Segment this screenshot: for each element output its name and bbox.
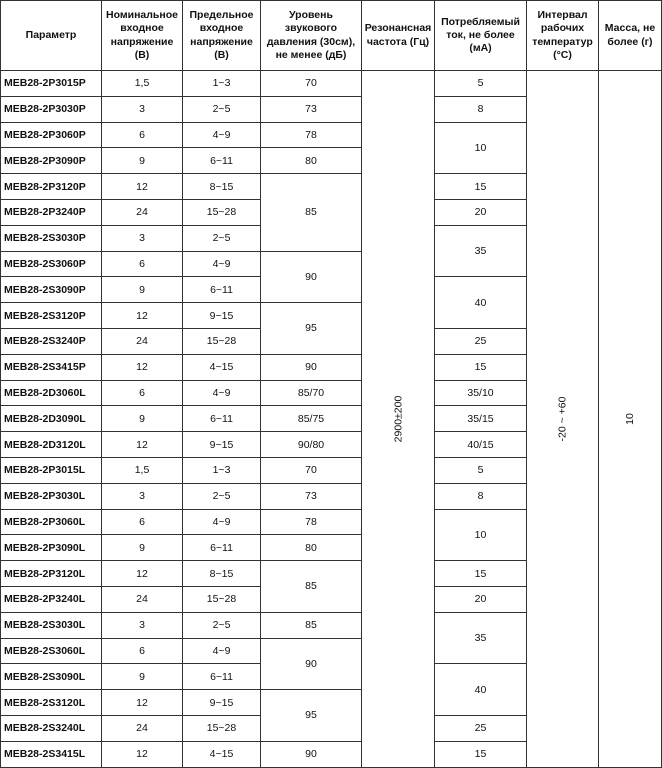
nominal-voltage-cell: 6: [102, 509, 183, 535]
model-cell: MEB28-2S3060P: [1, 251, 102, 277]
limit-voltage-cell: 2~5: [183, 612, 261, 638]
model-cell: MEB28-2P3090P: [1, 148, 102, 174]
spl-cell: 73: [261, 96, 362, 122]
model-cell: MEB28-2S3120P: [1, 303, 102, 329]
spl-cell: 90: [261, 741, 362, 767]
spl-cell: 90: [261, 251, 362, 303]
model-cell: MEB28-2P3090L: [1, 535, 102, 561]
spl-cell: 80: [261, 535, 362, 561]
nominal-voltage-cell: 12: [102, 354, 183, 380]
limit-voltage-cell: 15~28: [183, 715, 261, 741]
limit-voltage-cell: 4~9: [183, 251, 261, 277]
model-cell: MEB28-2S3415L: [1, 741, 102, 767]
nominal-voltage-cell: 12: [102, 741, 183, 767]
current-cell: 15: [435, 741, 527, 767]
limit-voltage-cell: 9~15: [183, 432, 261, 458]
spl-cell: 85: [261, 561, 362, 613]
header-temperature: Интервал рабочих температур (°C): [527, 1, 599, 71]
limit-voltage-cell: 6~11: [183, 277, 261, 303]
current-cell: 35/10: [435, 380, 527, 406]
header-nominal-voltage: Номинальное входное напряжение (В): [102, 1, 183, 71]
model-cell: MEB28-2S3030L: [1, 612, 102, 638]
nominal-voltage-cell: 9: [102, 535, 183, 561]
nominal-voltage-cell: 1,5: [102, 457, 183, 483]
current-cell: 5: [435, 457, 527, 483]
limit-voltage-cell: 4~9: [183, 638, 261, 664]
limit-voltage-cell: 15~28: [183, 199, 261, 225]
current-cell: 15: [435, 561, 527, 587]
model-cell: MEB28-2P3030P: [1, 96, 102, 122]
header-mass: Масса, не более (г): [599, 1, 662, 71]
current-cell: 20: [435, 586, 527, 612]
frequency-value: 2900±200: [391, 395, 404, 443]
nominal-voltage-cell: 9: [102, 406, 183, 432]
limit-voltage-cell: 4~9: [183, 380, 261, 406]
model-cell: MEB28-2P3030L: [1, 483, 102, 509]
nominal-voltage-cell: 3: [102, 483, 183, 509]
model-cell: MEB28-2P3060L: [1, 509, 102, 535]
spl-cell: 95: [261, 303, 362, 355]
limit-voltage-cell: 15~28: [183, 328, 261, 354]
current-cell: 35: [435, 612, 527, 664]
model-cell: MEB28-2P3120P: [1, 174, 102, 200]
model-cell: MEB28-2S3240P: [1, 328, 102, 354]
limit-voltage-cell: 15~28: [183, 586, 261, 612]
header-resonant-frequency: Резонансная частота (Гц): [362, 1, 435, 71]
limit-voltage-cell: 6~11: [183, 406, 261, 432]
spl-cell: 90: [261, 638, 362, 690]
temperature-cell: [527, 71, 599, 768]
model-cell: MEB28-2P3060P: [1, 122, 102, 148]
spl-cell: 78: [261, 122, 362, 148]
limit-voltage-cell: 4~9: [183, 122, 261, 148]
current-cell: 15: [435, 354, 527, 380]
current-cell: 25: [435, 328, 527, 354]
mass-value: 10: [624, 412, 636, 425]
limit-voltage-cell: 9~15: [183, 690, 261, 716]
nominal-voltage-cell: 12: [102, 303, 183, 329]
model-cell: MEB28-2P3240P: [1, 199, 102, 225]
header-current: Потребляемый ток, не более (мА): [435, 1, 527, 71]
spl-cell: 78: [261, 509, 362, 535]
limit-voltage-cell: 1~3: [183, 71, 261, 97]
current-cell: 10: [435, 122, 527, 174]
model-cell: MEB28-2S3240L: [1, 715, 102, 741]
frequency-cell: [362, 71, 435, 768]
spl-cell: 85/75: [261, 406, 362, 432]
spl-cell: 73: [261, 483, 362, 509]
current-cell: 40/15: [435, 432, 527, 458]
spl-cell: 85/70: [261, 380, 362, 406]
limit-voltage-cell: 6~11: [183, 148, 261, 174]
current-cell: 35/15: [435, 406, 527, 432]
model-cell: MEB28-2S3415P: [1, 354, 102, 380]
spl-cell: 70: [261, 71, 362, 97]
header-parameter: Параметр: [1, 1, 102, 71]
nominal-voltage-cell: 6: [102, 122, 183, 148]
nominal-voltage-cell: 3: [102, 612, 183, 638]
header-sound-pressure: Уровень звукового давления (30см), не менее (дБ): [261, 1, 362, 71]
nominal-voltage-cell: 9: [102, 664, 183, 690]
current-cell: 10: [435, 509, 527, 561]
temperature-value: -20 ~ +60: [556, 396, 569, 442]
model-cell: MEB28-2D3060L: [1, 380, 102, 406]
nominal-voltage-cell: 24: [102, 328, 183, 354]
nominal-voltage-cell: 1,5: [102, 71, 183, 97]
nominal-voltage-cell: 6: [102, 638, 183, 664]
current-cell: 40: [435, 277, 527, 329]
current-cell: 15: [435, 174, 527, 200]
model-cell: MEB28-2S3120L: [1, 690, 102, 716]
limit-voltage-cell: 8~15: [183, 174, 261, 200]
model-cell: MEB28-2P3015P: [1, 71, 102, 97]
current-cell: 35: [435, 225, 527, 277]
nominal-voltage-cell: 24: [102, 199, 183, 225]
spl-cell: 85: [261, 174, 362, 251]
model-cell: MEB28-2S3090L: [1, 664, 102, 690]
model-cell: MEB28-2P3240L: [1, 586, 102, 612]
spl-cell: 80: [261, 148, 362, 174]
current-cell: 20: [435, 199, 527, 225]
nominal-voltage-cell: 12: [102, 174, 183, 200]
mass-cell: [599, 71, 662, 768]
model-cell: MEB28-2D3120L: [1, 432, 102, 458]
limit-voltage-cell: 8~15: [183, 561, 261, 587]
spl-cell: 85: [261, 612, 362, 638]
current-cell: 8: [435, 96, 527, 122]
limit-voltage-cell: 2~5: [183, 483, 261, 509]
limit-voltage-cell: 2~5: [183, 225, 261, 251]
current-cell: 25: [435, 715, 527, 741]
current-cell: 5: [435, 71, 527, 97]
current-cell: 40: [435, 664, 527, 716]
header-row: [1, 1, 662, 71]
limit-voltage-cell: 4~15: [183, 741, 261, 767]
nominal-voltage-cell: 24: [102, 715, 183, 741]
spl-cell: 90: [261, 354, 362, 380]
table-row: [1, 71, 662, 97]
nominal-voltage-cell: 6: [102, 380, 183, 406]
limit-voltage-cell: 4~15: [183, 354, 261, 380]
limit-voltage-cell: 1~3: [183, 457, 261, 483]
model-cell: MEB28-2S3060L: [1, 638, 102, 664]
model-cell: MEB28-2S3090P: [1, 277, 102, 303]
nominal-voltage-cell: 3: [102, 96, 183, 122]
nominal-voltage-cell: 9: [102, 148, 183, 174]
nominal-voltage-cell: 12: [102, 690, 183, 716]
spl-cell: 90/80: [261, 432, 362, 458]
limit-voltage-cell: 6~11: [183, 664, 261, 690]
nominal-voltage-cell: 9: [102, 277, 183, 303]
current-cell: 8: [435, 483, 527, 509]
spl-cell: 70: [261, 457, 362, 483]
limit-voltage-cell: 4~9: [183, 509, 261, 535]
limit-voltage-cell: 9~15: [183, 303, 261, 329]
model-cell: MEB28-2P3120L: [1, 561, 102, 587]
model-cell: MEB28-2S3030P: [1, 225, 102, 251]
header-limit-voltage: Предельное входное напряжение (В): [183, 1, 261, 71]
limit-voltage-cell: 2~5: [183, 96, 261, 122]
nominal-voltage-cell: 3: [102, 225, 183, 251]
spl-cell: 95: [261, 690, 362, 742]
nominal-voltage-cell: 12: [102, 432, 183, 458]
limit-voltage-cell: 6~11: [183, 535, 261, 561]
model-cell: MEB28-2P3015L: [1, 457, 102, 483]
model-cell: MEB28-2D3090L: [1, 406, 102, 432]
nominal-voltage-cell: 6: [102, 251, 183, 277]
nominal-voltage-cell: 24: [102, 586, 183, 612]
nominal-voltage-cell: 12: [102, 561, 183, 587]
